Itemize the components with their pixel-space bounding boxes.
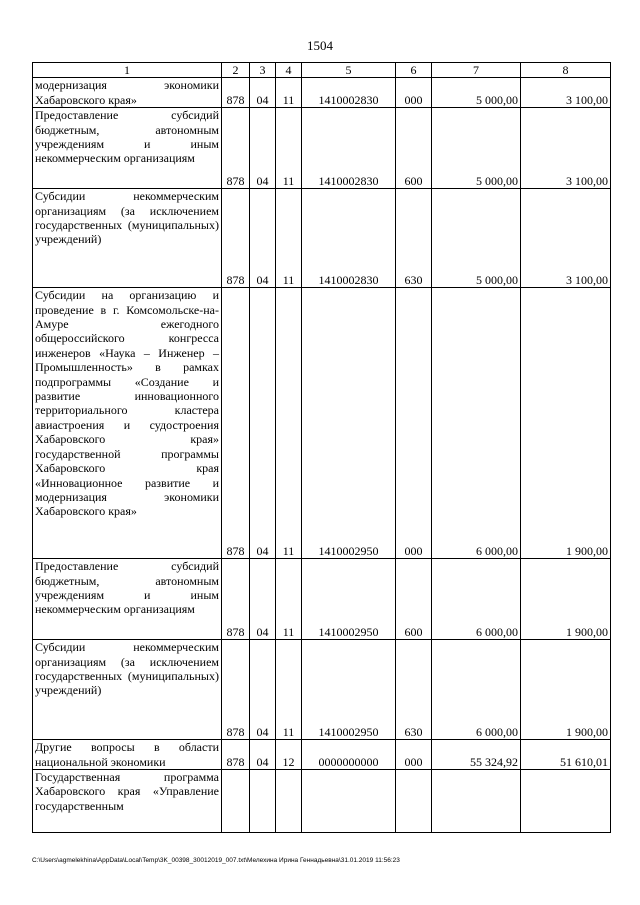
cell-col2: 878	[222, 640, 250, 740]
cell-col8: 1 900,00	[521, 559, 611, 640]
table-row	[33, 640, 611, 740]
row-name: Субсидии некоммерческим организациям (за исключением государственных (муниципальных) учреждений)	[33, 189, 222, 288]
cell-col8: 3 100,00	[521, 108, 611, 189]
column-header: 5	[302, 63, 396, 78]
cell-col8: 1 900,00	[521, 288, 611, 559]
cell-col2: 878	[222, 559, 250, 640]
cell-col7: 6 000,00	[432, 640, 521, 740]
cell-col7: 6 000,00	[432, 559, 521, 640]
column-header: 7	[432, 63, 521, 78]
table-row	[33, 189, 611, 288]
cell-col2: 878	[222, 108, 250, 189]
row-name: Субсидии на организацию и проведение в г. Комсомольске-на-Амуре ежегодного общероссийского конгресса инженеров «Наука – Инженер – Промышленность» в рамках подпрограммы «Создание и развитие инновационного территориального кластера авиастроения и судостроения Хабаровского края» государственной программы Хабаровского края «Инновационное развитие и модернизация экономики Хабаровского края»	[33, 288, 222, 559]
cell-col8: 3 100,00	[521, 189, 611, 288]
cell-col8: 51 610,01	[521, 740, 611, 770]
cell-col3: 04	[250, 740, 276, 770]
cell-col7: 5 000,00	[432, 108, 521, 189]
cell-col6: 000	[396, 740, 432, 770]
cell-col8	[521, 770, 611, 833]
cell-col3	[250, 770, 276, 833]
cell-col3: 04	[250, 189, 276, 288]
cell-col6	[396, 770, 432, 833]
cell-col7: 6 000,00	[432, 288, 521, 559]
cell-col4: 11	[276, 108, 302, 189]
column-header: 3	[250, 63, 276, 78]
cell-col5: 1410002830	[302, 189, 396, 288]
row-name: Предоставление субсидий бюджетным, автономным учреждениям и иным некоммерческим организациям	[33, 559, 222, 640]
column-header: 2	[222, 63, 250, 78]
budget-table	[32, 62, 611, 833]
cell-col6: 630	[396, 640, 432, 740]
cell-col3: 04	[250, 78, 276, 108]
cell-col3: 04	[250, 288, 276, 559]
cell-col5: 1410002950	[302, 288, 396, 559]
row-name: Субсидии некоммерческим организациям (за исключением государственных (муниципальных) учреждений)	[33, 640, 222, 740]
cell-col4: 11	[276, 189, 302, 288]
cell-col6: 600	[396, 108, 432, 189]
cell-col6: 000	[396, 78, 432, 108]
cell-col4: 11	[276, 288, 302, 559]
column-header: 6	[396, 63, 432, 78]
cell-col8: 3 100,00	[521, 78, 611, 108]
cell-col2: 878	[222, 78, 250, 108]
cell-col5	[302, 770, 396, 833]
cell-col4: 12	[276, 740, 302, 770]
page-number: 1504	[307, 38, 333, 53]
column-header: 1	[33, 63, 222, 78]
cell-col7: 55 324,92	[432, 740, 521, 770]
table-row	[33, 78, 611, 108]
table-row	[33, 288, 611, 559]
column-header: 8	[521, 63, 611, 78]
cell-col6: 600	[396, 559, 432, 640]
cell-col7: 5 000,00	[432, 78, 521, 108]
table-row	[33, 559, 611, 640]
cell-col4: 11	[276, 640, 302, 740]
cell-col6: 630	[396, 189, 432, 288]
cell-col3: 04	[250, 108, 276, 189]
cell-col3: 04	[250, 559, 276, 640]
cell-col2: 878	[222, 740, 250, 770]
table-row	[33, 770, 611, 833]
cell-col5: 0000000000	[302, 740, 396, 770]
cell-col4: 11	[276, 78, 302, 108]
cell-col5: 1410002830	[302, 78, 396, 108]
cell-col2: 878	[222, 189, 250, 288]
row-name: Предоставление субсидий бюджетным, автономным учреждениям и иным некоммерческим организациям	[33, 108, 222, 189]
cell-col2: 878	[222, 288, 250, 559]
row-name: модернизация экономики Хабаровского края»	[33, 78, 222, 108]
table-row	[33, 740, 611, 770]
file-path-footer: C:\Users\agmelekhina\AppData\Local\Temp\3K_00398_30012019_007.txt\Мелехина Ирина Геннадьевна\31.01.2019 11:56:23	[32, 857, 400, 864]
cell-col2	[222, 770, 250, 833]
table-row	[33, 108, 611, 189]
cell-col5: 1410002950	[302, 640, 396, 740]
cell-col4	[276, 770, 302, 833]
row-name: Другие вопросы в области национальной экономики	[33, 740, 222, 770]
cell-col3: 04	[250, 640, 276, 740]
table-header-row	[33, 63, 611, 78]
row-name: Государственная программа Хабаровского края «Управление государственным	[33, 770, 222, 833]
cell-col7: 5 000,00	[432, 189, 521, 288]
cell-col4: 11	[276, 559, 302, 640]
cell-col5: 1410002830	[302, 108, 396, 189]
cell-col5: 1410002950	[302, 559, 396, 640]
cell-col7	[432, 770, 521, 833]
cell-col8: 1 900,00	[521, 640, 611, 740]
cell-col6: 000	[396, 288, 432, 559]
column-header: 4	[276, 63, 302, 78]
